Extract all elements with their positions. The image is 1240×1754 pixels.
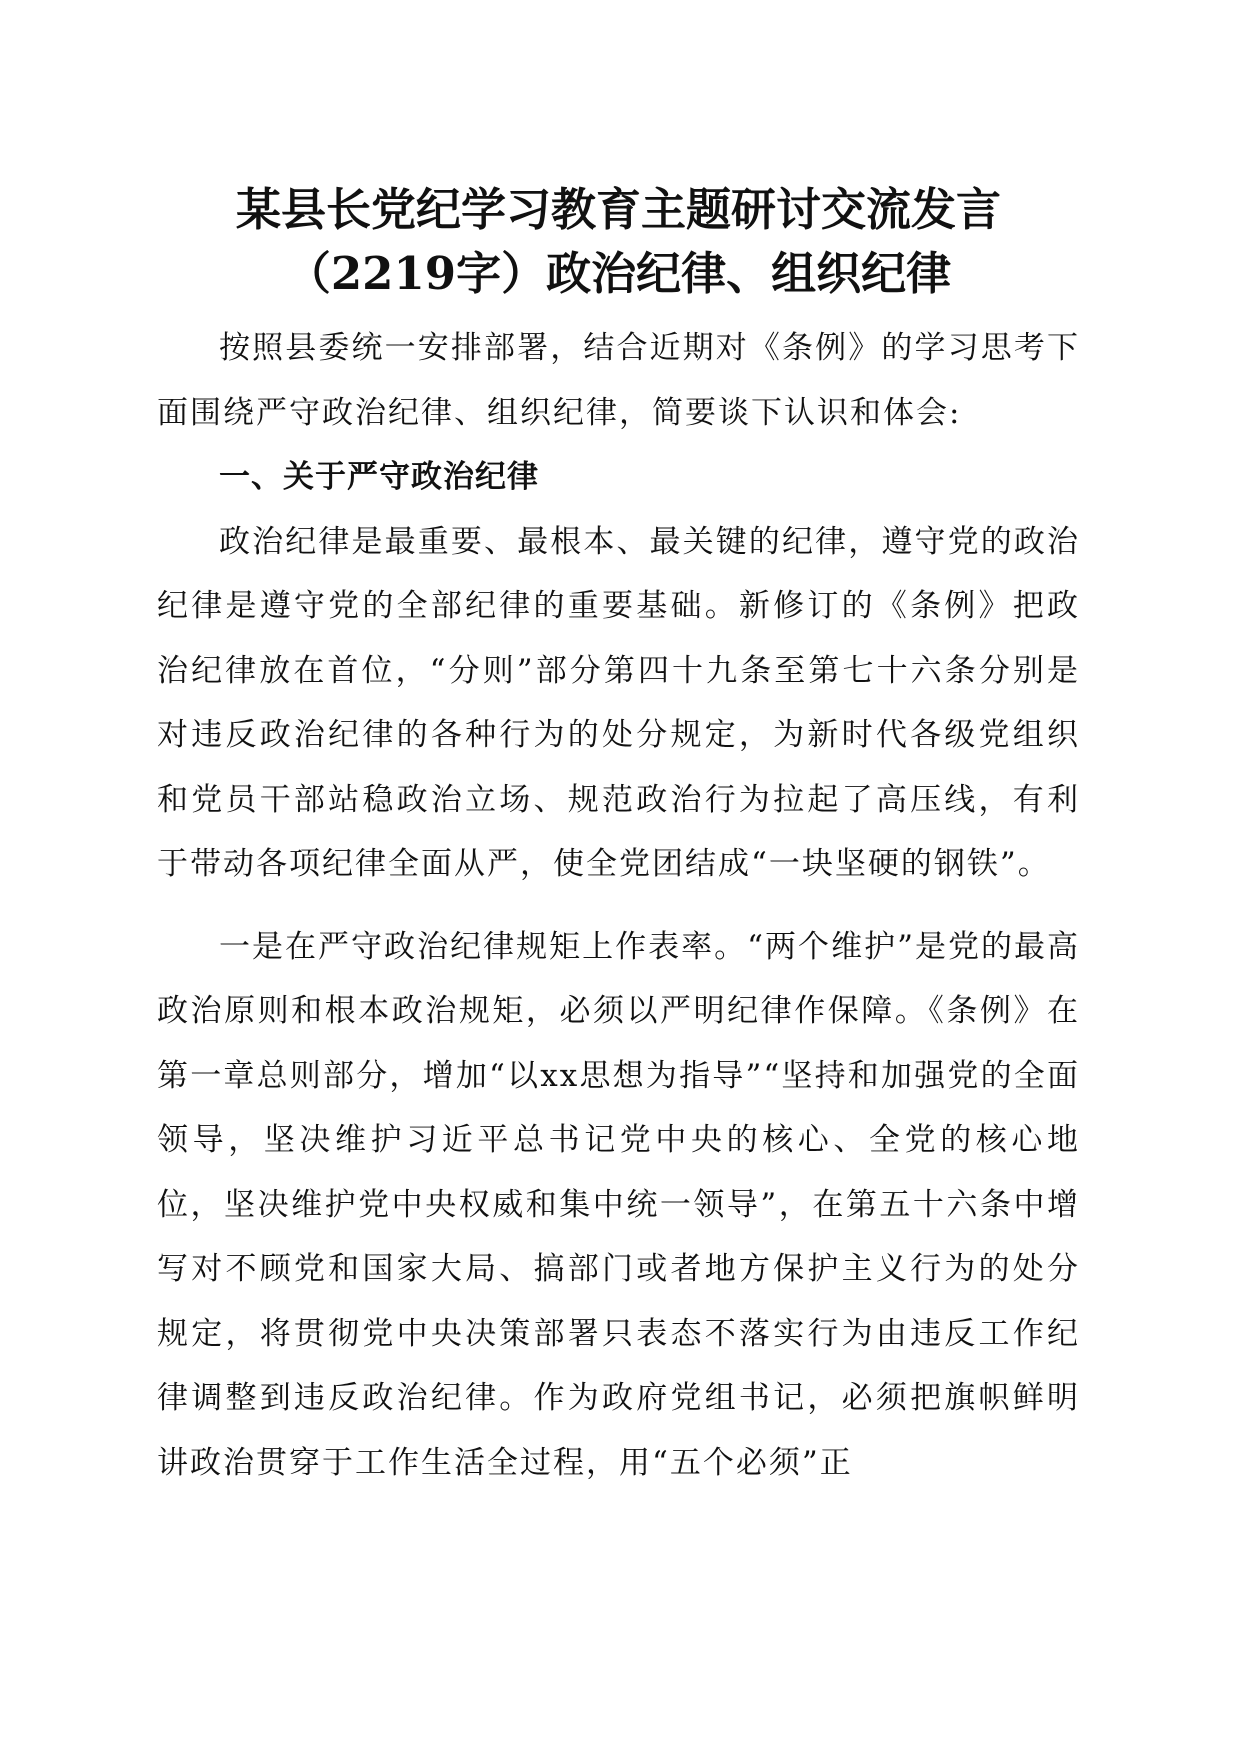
body-paragraph: 政治纪律是最重要、最根本、最关键的纪律，遵守党的政治纪律是遵守党的全部纪律的重要基础。新修订的《条例》把政治纪律放在首位，“分则”部分第四十九条至第七十六条分别是对违反政治纪律的各种行为的处分规定，为新时代各级党组织和党员干部站稳政治立场、规范政治行为拉起了高压线，有利于带动各项纪律全面从严，使全党团结成“一块坚硬的钢铁”。 [157, 523, 1080, 882]
intro-paragraph: 按照县委统一安排部署，结合近期对《条例》的学习思考下面围绕严守政治纪律、组织纪律，简要谈下认识和体会: [157, 330, 1080, 431]
body-paragraph: 一是在严守政治纪律规矩上作表率。“两个维护”是党的最高政治原则和根本政治规矩，必须以严明纪律作保障。《条例》在第一章总则部分，增加“以xx思想为指导”“坚持和加强党的全面领导，坚决维护习近平总书记党中央的核心、全党的核心地位，坚决维护党中央权威和集中统一领导”，在第五十六条中增写对不顾党和国家大局、搞部门或者地方保护主义行为的处分规定，将贯彻党中央决策部署只表态不落实行为由违反工作纪律调整到违反政治纪律。作为政府党组书记，必须把旗帜鲜明讲政治贯穿于工作生活全过程，用“五个必须”正 [157, 928, 1080, 1481]
section-heading-political-discipline: 一、关于严守政治纪律 [219, 459, 539, 495]
document-title: 某县长党纪学习教育主题研讨交流发言（2219字）政治纪律、组织纪律 [235, 183, 1001, 300]
document-body [157, 178, 1080, 1495]
